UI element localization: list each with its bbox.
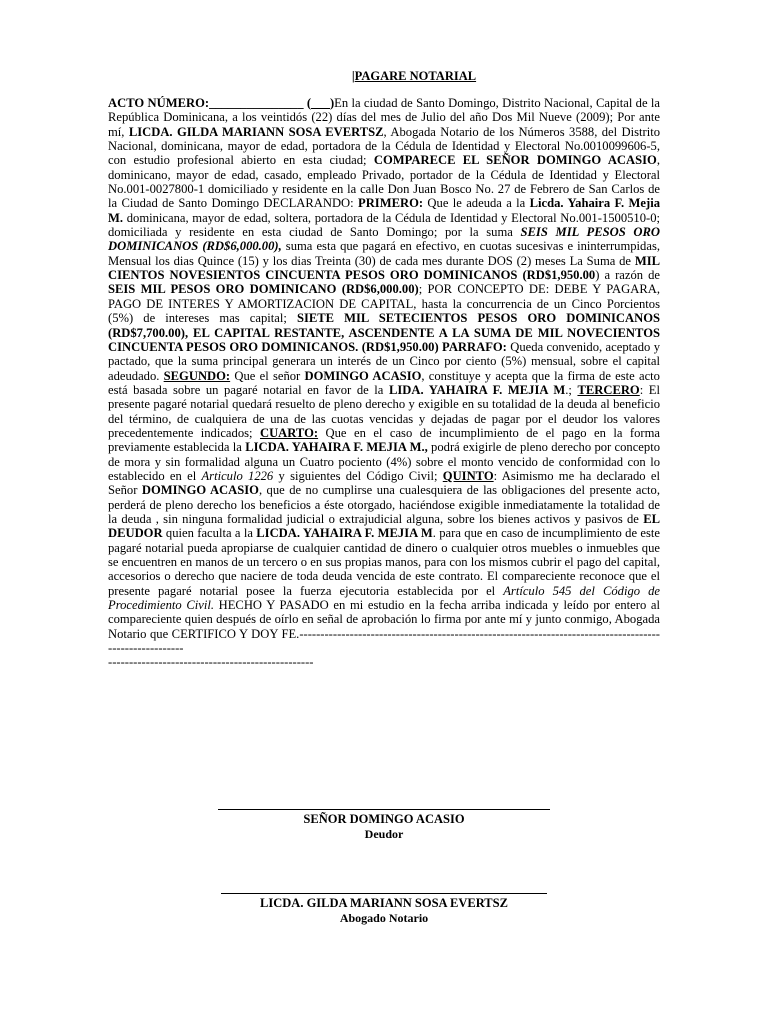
body-segment: EL DEUDOR [108, 511, 660, 541]
document-page [108, 68, 660, 670]
body-segment: , dominicano, mayor de edad, casado, empleado Privado, portador de la Cédula de Identidad y Electoral No.001-0027800-1 domiciliado y residente en la calle Don Juan Bosco No. 27 de Febrero de San Carlos de la Ciudad de Santo Domingo DECLARANDO: [108, 153, 660, 211]
body-segment: ACTO NÚMERO:_______________ ( [108, 96, 312, 110]
signature-block-notary [200, 893, 568, 926]
body-segment: ___ [311, 96, 330, 110]
body-segment: TERCERO [577, 382, 640, 397]
body-segment: y siguientes del Código Civil; [273, 468, 443, 483]
body-segment: DOMINGO ACASIO [304, 368, 422, 383]
body-segment: SEGUNDO: [163, 368, 231, 383]
body-segment: PRIMERO: [358, 196, 424, 211]
document-title: |PAGARE NOTARIAL [351, 69, 477, 83]
body-segment: podrá exigirle de pleno derecho por concepto de mora y sin formalidad alguna un Cuatro pociento (4%) sobre el monto vencido de conformidad con lo establecido en el [108, 440, 660, 483]
body-segment: Articulo 1226 [201, 468, 274, 483]
signature-block-debtor [218, 809, 550, 842]
body-segment: CUARTO: [259, 425, 319, 440]
body-segment: : El presente pagaré notarial quedará resuelto de pleno derecho y exigible en su totalidad de la deuda al beneficio del término, de cualquiera de una de las cuotas vencidas y dejadas de pagar por el deudor los valores precedentemente indicados; [108, 382, 661, 440]
body-segment: suma esta que pagará en efectivo, en cuotas sucesivas e ininterrumpidas, Mensual los dias Quince (15) y los dias Treinta (30) de cada mes durante DOS (2) meses La Suma de [108, 239, 660, 268]
body-segment: Queda convenido, aceptado y pactado, que la suma principal generara un interés de un Cinco por ciento (5%) mensual, sobre el capital adeudado. [108, 339, 660, 383]
body-segment: HECHO Y PASADO en mi estudio en la fecha arriba indicada y leído por entero al compareciente quien después de oírlo en señal de aprobación lo firma por ante mí y junto conmigo, Abogada Notario que CERTIFICO Y DOY FE.-------------------------------------------------------------------------------------------------------- [108, 598, 660, 656]
body-segment: dominicana, mayor de edad, soltera, portadora de la Cédula de Identidad y Electoral No.001-1500510-0; domiciliada y residente en esta ciudad de Santo Domingo; por la suma [108, 210, 660, 240]
closing-dashes: ------------------------------------------------- [108, 655, 314, 670]
document-body [108, 96, 660, 655]
body-segment: Licda. Yahaira F. Mejia M. [108, 196, 660, 225]
body-segment: ; POR CONCEPTO DE: DEBE Y PAGARA, PAGO DE INTERES Y AMORTIZACION DE CAPITAL, hasta la concurrencia de un Cinco Porcientos (5%) de intereses mas capital; [108, 282, 660, 326]
body-segment: Que le adeuda a la [423, 196, 530, 211]
signature-name: LICDA. GILDA MARIANN SOSA EVERTSZ [260, 896, 508, 910]
body-segment: , que de no cumplirse una cualesquiera de las obligaciones del presente acto, perderá de pleno derecho los beneficios a éste otorgado, haciéndose exigible inmediatamente la totalidad de la deuda , sin ninguna formalidad judicial o extrajudicial alguna, sobre los bienes activos y pasivos de [108, 483, 660, 526]
body-segment: LICDA. YAHAIRA F. MEJIA M [256, 526, 433, 541]
body-segment: Artículo 545 del Código de Procedimiento Civil. [108, 583, 660, 613]
body-segment: LICDA. YAHAIRA F. MEJIA M., [245, 440, 428, 455]
signature-name: SEÑOR DOMINGO ACASIO [303, 812, 465, 826]
body-segment: .; [565, 382, 578, 397]
signature-line [221, 893, 547, 894]
body-segment: SEIS MIL PESOS ORO DOMINICANOS (RD$6,000.00), [108, 225, 660, 254]
body-segment: : Asimismo me ha declarado el Señor [108, 468, 660, 498]
body-segment: quien faculta a la [162, 526, 257, 541]
body-segment: En la ciudad de Santo Domingo, Distrito Nacional, Capital de la República Dominicana, a los veintidós (22) días del mes de Julio del año Dos Mil Nueve (2009); Por ante mí, [108, 96, 660, 139]
body-segment: LIDA. YAHAIRA F. MEJIA M [388, 382, 566, 397]
body-segment: QUINTO [442, 468, 494, 483]
body-segment: LICDA. GILDA MARIANN SOSA EVERTSZ [128, 124, 384, 139]
signature-role: Deudor [364, 827, 404, 841]
body-segment: , Abogada Notario de los Números 3588, del Distrito Nacional, dominicana, mayor de edad, portadora de la Cédula de Identidad y Electoral No.0010099606-5, con estudio profesional abierto en esta ciudad; [108, 124, 661, 168]
body-segment: SEIS MIL PESOS ORO DOMINICANO (RD$6,000.00) [108, 282, 419, 297]
body-segment: Que en el caso de incumplimiento de el pago en la forma previamente establecida la [108, 425, 660, 455]
body-segment: MIL CIENTOS NOVESIENTOS CINCUENTA PESOS ORO DOMINICANOS (RD$1,950.00 [108, 253, 660, 283]
signature-line [218, 809, 550, 810]
body-segment: SIETE MIL SETECIENTOS PESOS ORO DOMINICANOS (RD$7,700.00), EL CAPITAL RESTANTE, ASCENDENTE A LA SUMA DE MIL NOVECIENTOS CINCUENTA PESOS ORO DOMINICANOS. (RD$1,950.00) PARRAFO: [108, 311, 660, 354]
body-segment: ) [329, 96, 335, 110]
body-segment: COMPARECE EL SEÑOR DOMINGO ACASIO [373, 153, 657, 168]
body-segment: . para que en caso de incumplimiento de este pagaré notarial pueda apropiarse de cualquier cantidad de dinero o cualquier otros muebles o inmuebles que se encuentren en manos de un tercero o en sus propias manos, para con los mismos cubrir el pago del capital, accesorios o derecho que naciere de toda deuda vencida de este contrato. El compareciente reconoce que el presente pagaré notarial posee la fuerza ejecutoria establecida por el [108, 526, 660, 598]
body-segment: ) a razón de [595, 268, 660, 283]
body-segment: DOMINGO ACASIO [141, 483, 259, 498]
body-segment: , constituye y acepta que la firma de este acto está basada sobre un pagaré notarial en favor de la [108, 368, 660, 397]
signature-role: Abogado Notario [339, 911, 429, 925]
body-segment: Que el señor [230, 368, 305, 383]
